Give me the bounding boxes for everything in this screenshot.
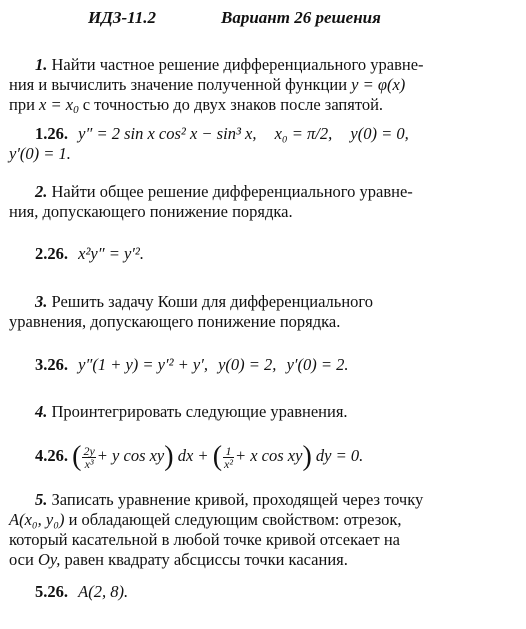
task-2: [9, 182, 504, 222]
problem-1-number: 1.26.: [35, 124, 68, 143]
task-3-text-a: Решить задачу Коши для дифференциального: [51, 292, 374, 311]
task-5-number: 5.: [35, 490, 48, 509]
page-header: [0, 8, 526, 32]
problem-3-26: [9, 355, 504, 375]
task-5-text-a: Записать уравнение кривой, проходящей через точку: [51, 490, 424, 509]
task-5-point: A(x₀, y₀): [9, 510, 65, 529]
task-1-text-c-pre: при: [9, 95, 35, 114]
problem-1-x0: x₀ = π/2,: [274, 124, 333, 143]
left-paren-1: (: [72, 441, 82, 473]
problem-3-equation: y″(1 + y) = y′² + y′,: [78, 355, 208, 374]
task-1-text-b: ния и вычислить значение полученной функции: [9, 75, 348, 94]
problem-4-dy: dy = 0.: [315, 446, 364, 465]
problem-5-number: 5.26.: [35, 582, 68, 601]
task-3-number: 3.: [35, 292, 48, 311]
task-1-number: 1.: [35, 55, 48, 74]
problem-1-26: [9, 124, 504, 164]
task-3-text-b: уравнения, допускающего понижение порядка.: [9, 312, 341, 331]
problem-1-init2: y′(0) = 1.: [9, 144, 71, 163]
task-1-text-c-post: с точностью до двух знаков после запятой.: [82, 95, 384, 114]
task-2-text-a: Найти общее решение дифференциального уравне-: [51, 182, 413, 201]
problem-3-init2: y′(0) = 2.: [286, 355, 349, 374]
task-5-text-d-pre: оси: [9, 550, 34, 569]
problem-2-number: 2.26.: [35, 244, 68, 263]
problem-1-equation: y″ = 2 sin x cos² x − sin³ x,: [78, 124, 257, 143]
problem-3-number: 3.26.: [35, 355, 68, 374]
task-1-text-a: Найти частное решение дифференциального уравне-: [51, 55, 424, 74]
task-5-axis: Oy,: [37, 550, 61, 569]
problem-4-part2: + x cos xy: [234, 446, 303, 465]
problem-4-26: [9, 441, 504, 471]
problem-1-init1: y(0) = 0,: [350, 124, 409, 143]
right-paren-2: ): [302, 441, 312, 473]
problem-5-26: [9, 582, 504, 602]
assignment-title: ИДЗ-11.2: [88, 8, 156, 27]
fraction-2: $\frac{1}{\text{x²}}$: [224, 443, 233, 471]
task-5-text-d-post: равен квадрату абсциссы точки касания.: [64, 550, 348, 569]
task-5-text-b: и обладающей следующим свойством: отрезок,: [68, 510, 402, 529]
problem-2-26: [9, 244, 504, 264]
task-5: [9, 490, 504, 570]
left-paren-2: (: [212, 441, 223, 473]
problem-4-dx: dx +: [177, 446, 209, 465]
task-4-text: Проинтегрировать следующие уравнения.: [51, 402, 348, 421]
fraction-1: $\frac{2y}{\text{x³}}$: [83, 443, 95, 471]
problem-4-part1: + y cos xy: [96, 446, 165, 465]
task-1: [9, 55, 504, 115]
task-3: [9, 292, 504, 332]
variant-title: Вариант 26 решения: [221, 8, 381, 27]
task-1-condition: $x = x_0$: [39, 95, 79, 116]
task-5-text-c: который касательной в любой точке кривой отсекает на: [9, 530, 401, 549]
problem-4-number: 4.26.: [35, 446, 68, 465]
problem-2-equation: x²y″ = y′².: [78, 244, 144, 263]
task-4-number: 4.: [35, 402, 48, 421]
problem-3-init1: y(0) = 2,: [218, 355, 277, 374]
task-2-text-b: ния, допускающего понижение порядка.: [9, 202, 293, 221]
task-1-function: y = φ(x): [351, 75, 406, 94]
right-paren-1: ): [164, 441, 174, 473]
task-4: [9, 402, 504, 422]
task-2-number: 2.: [35, 182, 48, 201]
problem-5-point: A(2, 8).: [78, 582, 129, 601]
